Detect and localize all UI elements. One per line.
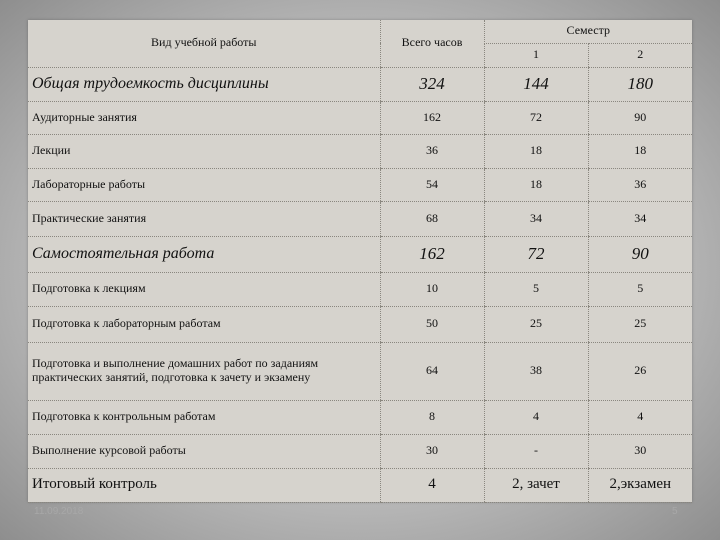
row-label: Лекции bbox=[28, 134, 380, 168]
row-label: Подготовка к лекциям bbox=[28, 272, 380, 306]
cell-semester-2: 90 bbox=[588, 101, 692, 134]
column-header-work-type: Вид учебной работы bbox=[28, 20, 380, 67]
cell-semester-2: 90 bbox=[588, 236, 692, 272]
cell-semester-2: 4 bbox=[588, 400, 692, 434]
cell-total-hours: 10 bbox=[380, 272, 484, 306]
cell-semester-1: 4 bbox=[484, 400, 588, 434]
cell-semester-2: 18 bbox=[588, 134, 692, 168]
row-label: Общая трудоемкость дисциплины bbox=[28, 67, 380, 101]
cell-semester-2: 30 bbox=[588, 434, 692, 468]
cell-semester-1: 18 bbox=[484, 134, 588, 168]
row-label: Аудиторные занятия bbox=[28, 101, 380, 134]
table-row bbox=[28, 306, 692, 342]
column-header-semester-2: 2 bbox=[588, 43, 692, 67]
cell-semester-1: - bbox=[484, 434, 588, 468]
cell-semester-1: 38 bbox=[484, 342, 588, 400]
cell-total-hours: 54 bbox=[380, 168, 484, 201]
row-label: Подготовка и выполнение домашних работ по заданиям практических занятий, подготовка к зачету и экзамену bbox=[28, 342, 380, 400]
column-header-total-hours: Всего часов bbox=[380, 20, 484, 67]
cell-semester-1: 144 bbox=[484, 67, 588, 101]
row-label: Выполнение курсовой работы bbox=[28, 434, 380, 468]
table-row bbox=[28, 272, 692, 306]
table-row bbox=[28, 168, 692, 201]
curriculum-hours-table bbox=[28, 20, 692, 503]
cell-semester-1: 2, зачет bbox=[484, 468, 588, 502]
cell-semester-2: 180 bbox=[588, 67, 692, 101]
cell-total-hours: 162 bbox=[380, 236, 484, 272]
cell-semester-1: 25 bbox=[484, 306, 588, 342]
cell-total-hours: 68 bbox=[380, 201, 484, 236]
row-label: Самостоятельная работа bbox=[28, 236, 380, 272]
table-row bbox=[28, 400, 692, 434]
row-label: Подготовка к контрольным работам bbox=[28, 400, 380, 434]
cell-semester-1: 72 bbox=[484, 101, 588, 134]
cell-semester-1: 34 bbox=[484, 201, 588, 236]
cell-semester-2: 36 bbox=[588, 168, 692, 201]
cell-semester-1: 5 bbox=[484, 272, 588, 306]
row-label: Лабораторные работы bbox=[28, 168, 380, 201]
cell-total-hours: 162 bbox=[380, 101, 484, 134]
table-row bbox=[28, 134, 692, 168]
table-row bbox=[28, 201, 692, 236]
table-row bbox=[28, 342, 692, 400]
cell-semester-1: 18 bbox=[484, 168, 588, 201]
cell-semester-2: 2,экзамен bbox=[588, 468, 692, 502]
column-header-semester: Семестр bbox=[484, 20, 692, 43]
table-row bbox=[28, 434, 692, 468]
row-label: Итоговый контроль bbox=[28, 468, 380, 502]
cell-total-hours: 8 bbox=[380, 400, 484, 434]
cell-total-hours: 36 bbox=[380, 134, 484, 168]
cell-total-hours: 324 bbox=[380, 67, 484, 101]
row-label: Подготовка к лабораторным работам bbox=[28, 306, 380, 342]
cell-total-hours: 64 bbox=[380, 342, 484, 400]
table-row bbox=[28, 468, 692, 502]
cell-semester-1: 72 bbox=[484, 236, 588, 272]
cell-total-hours: 50 bbox=[380, 306, 484, 342]
cell-semester-2: 34 bbox=[588, 201, 692, 236]
column-header-semester-1: 1 bbox=[484, 43, 588, 67]
row-label: Практические занятия bbox=[28, 201, 380, 236]
table-row bbox=[28, 67, 692, 101]
table-row bbox=[28, 101, 692, 134]
cell-semester-2: 25 bbox=[588, 306, 692, 342]
cell-total-hours: 30 bbox=[380, 434, 484, 468]
slide-date: 11.09.2018 bbox=[34, 506, 84, 517]
table-row bbox=[28, 236, 692, 272]
cell-total-hours: 4 bbox=[380, 468, 484, 502]
cell-semester-2: 26 bbox=[588, 342, 692, 400]
slide-page-number: 5 bbox=[672, 506, 678, 517]
cell-semester-2: 5 bbox=[588, 272, 692, 306]
